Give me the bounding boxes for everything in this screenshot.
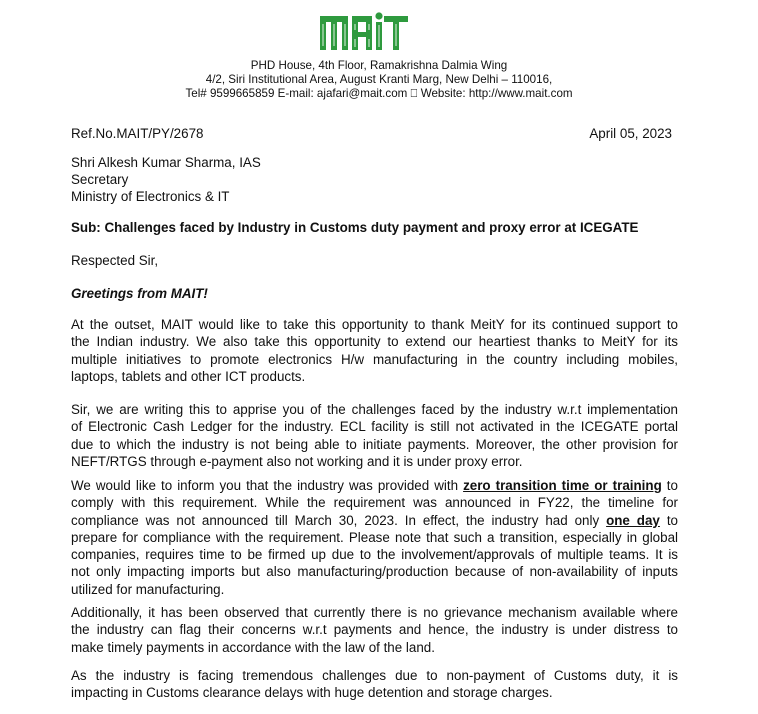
subject-line: Sub: Challenges faced by Industry in Customs duty payment and proxy error at ICEGATE	[71, 220, 639, 235]
paragraph-line: utilized for manufacturing.	[71, 581, 225, 597]
paragraph-line: make timely payments in accordance with the law of the land.	[71, 639, 435, 655]
paragraph-ecl-issue	[71, 401, 678, 470]
paragraph-line: not only impacting imports but also manufacturing/production because of non-availability of inputs	[71, 564, 678, 580]
reference-number: Ref.No.MAIT/PY/2678	[71, 126, 204, 141]
paragraph-line: NEFT/RTGS through e-payment also not working and it is under proxy error.	[71, 453, 523, 469]
paragraph-line: companies, requires time to be firmed up due to the involvement/approvals of multiple teams. It is	[71, 547, 678, 563]
recipient-org: Ministry of Electronics & IT	[71, 189, 230, 204]
paragraph-line: multiple initiatives to promote electronics H/w manufacturing in the country including mobiles,	[71, 351, 678, 367]
letter-date: April 05, 2023	[589, 126, 672, 141]
paragraph-line: Additionally, it has been observed that currently there is no grievance mechanism available where	[71, 605, 678, 620]
paragraph-line: due to which the industry is not being able to initiate payments. Moreover, the other provision for	[71, 436, 678, 452]
paragraph-line: of Electronic Cash Ledger for the industry. ECL facility is still not activated in the ICEGATE portal	[71, 419, 678, 435]
salutation: Respected Sir,	[71, 253, 159, 268]
paragraph-line: At the outset, MAIT would like to take this opportunity to thank MeitY for its continued support to	[71, 317, 678, 332]
paragraph-line: We would like to inform you that the industry was provided with zero transition time or training to	[71, 478, 678, 493]
paragraph-line: compliance was not announced till March 30, 2023. In effect, the industry had only one day to	[71, 512, 678, 528]
recipient-title: Secretary	[71, 172, 129, 187]
mait-logo	[318, 10, 412, 54]
paragraph-transition	[71, 477, 678, 598]
emphasis-one-day: one day	[606, 512, 660, 528]
paragraph-line: Sir, we are writing this to apprise you of the challenges faced by the industry w.r.t implementation	[71, 402, 678, 417]
recipient-name: Shri Alkesh Kumar Sharma, IAS	[71, 155, 261, 170]
contact-line: Tel# 9599665859 E-mail: ajafari@mait.com ⎕ Website: http://www.mait.com	[185, 87, 573, 100]
paragraph-grievance	[71, 604, 678, 656]
paragraph-line: the Indian industry. We also take this opportunity to extend our heartiest thanks to MeitY for its	[71, 334, 678, 350]
address-line-1: PHD House, 4th Floor, Ramakrishna Dalmia Wing	[250, 59, 508, 72]
paragraph-line: the industry can flag their concerns w.r.t payments and hence, the industry is under distress to	[71, 622, 678, 638]
address-line-2: 4/2, Siri Institutional Area, August Kranti Marg, New Delhi – 110016,	[205, 73, 553, 86]
paragraph-thanks	[71, 316, 678, 385]
paragraph-line: laptops, tablets and other ICT products.	[71, 368, 306, 384]
emphasis-zero-transition: zero transition time or training	[463, 478, 662, 493]
paragraph-line: comply with this requirement. While the requirement was announced in FY22, the timeline for	[71, 495, 678, 511]
paragraph-impact	[71, 667, 678, 702]
logo-text: MAIT	[363, 53, 367, 54]
paragraph-line: As the industry is facing tremendous challenges due to non-payment of Customs duty, it is	[71, 668, 678, 683]
paragraph-line: impacting in Customs clearance delays with huge detention and storage charges.	[71, 685, 553, 701]
paragraph-line: prepare for compliance with the requirement. Please note that such a transition, especially in global	[71, 529, 678, 545]
greeting: Greetings from MAIT!	[71, 286, 208, 301]
